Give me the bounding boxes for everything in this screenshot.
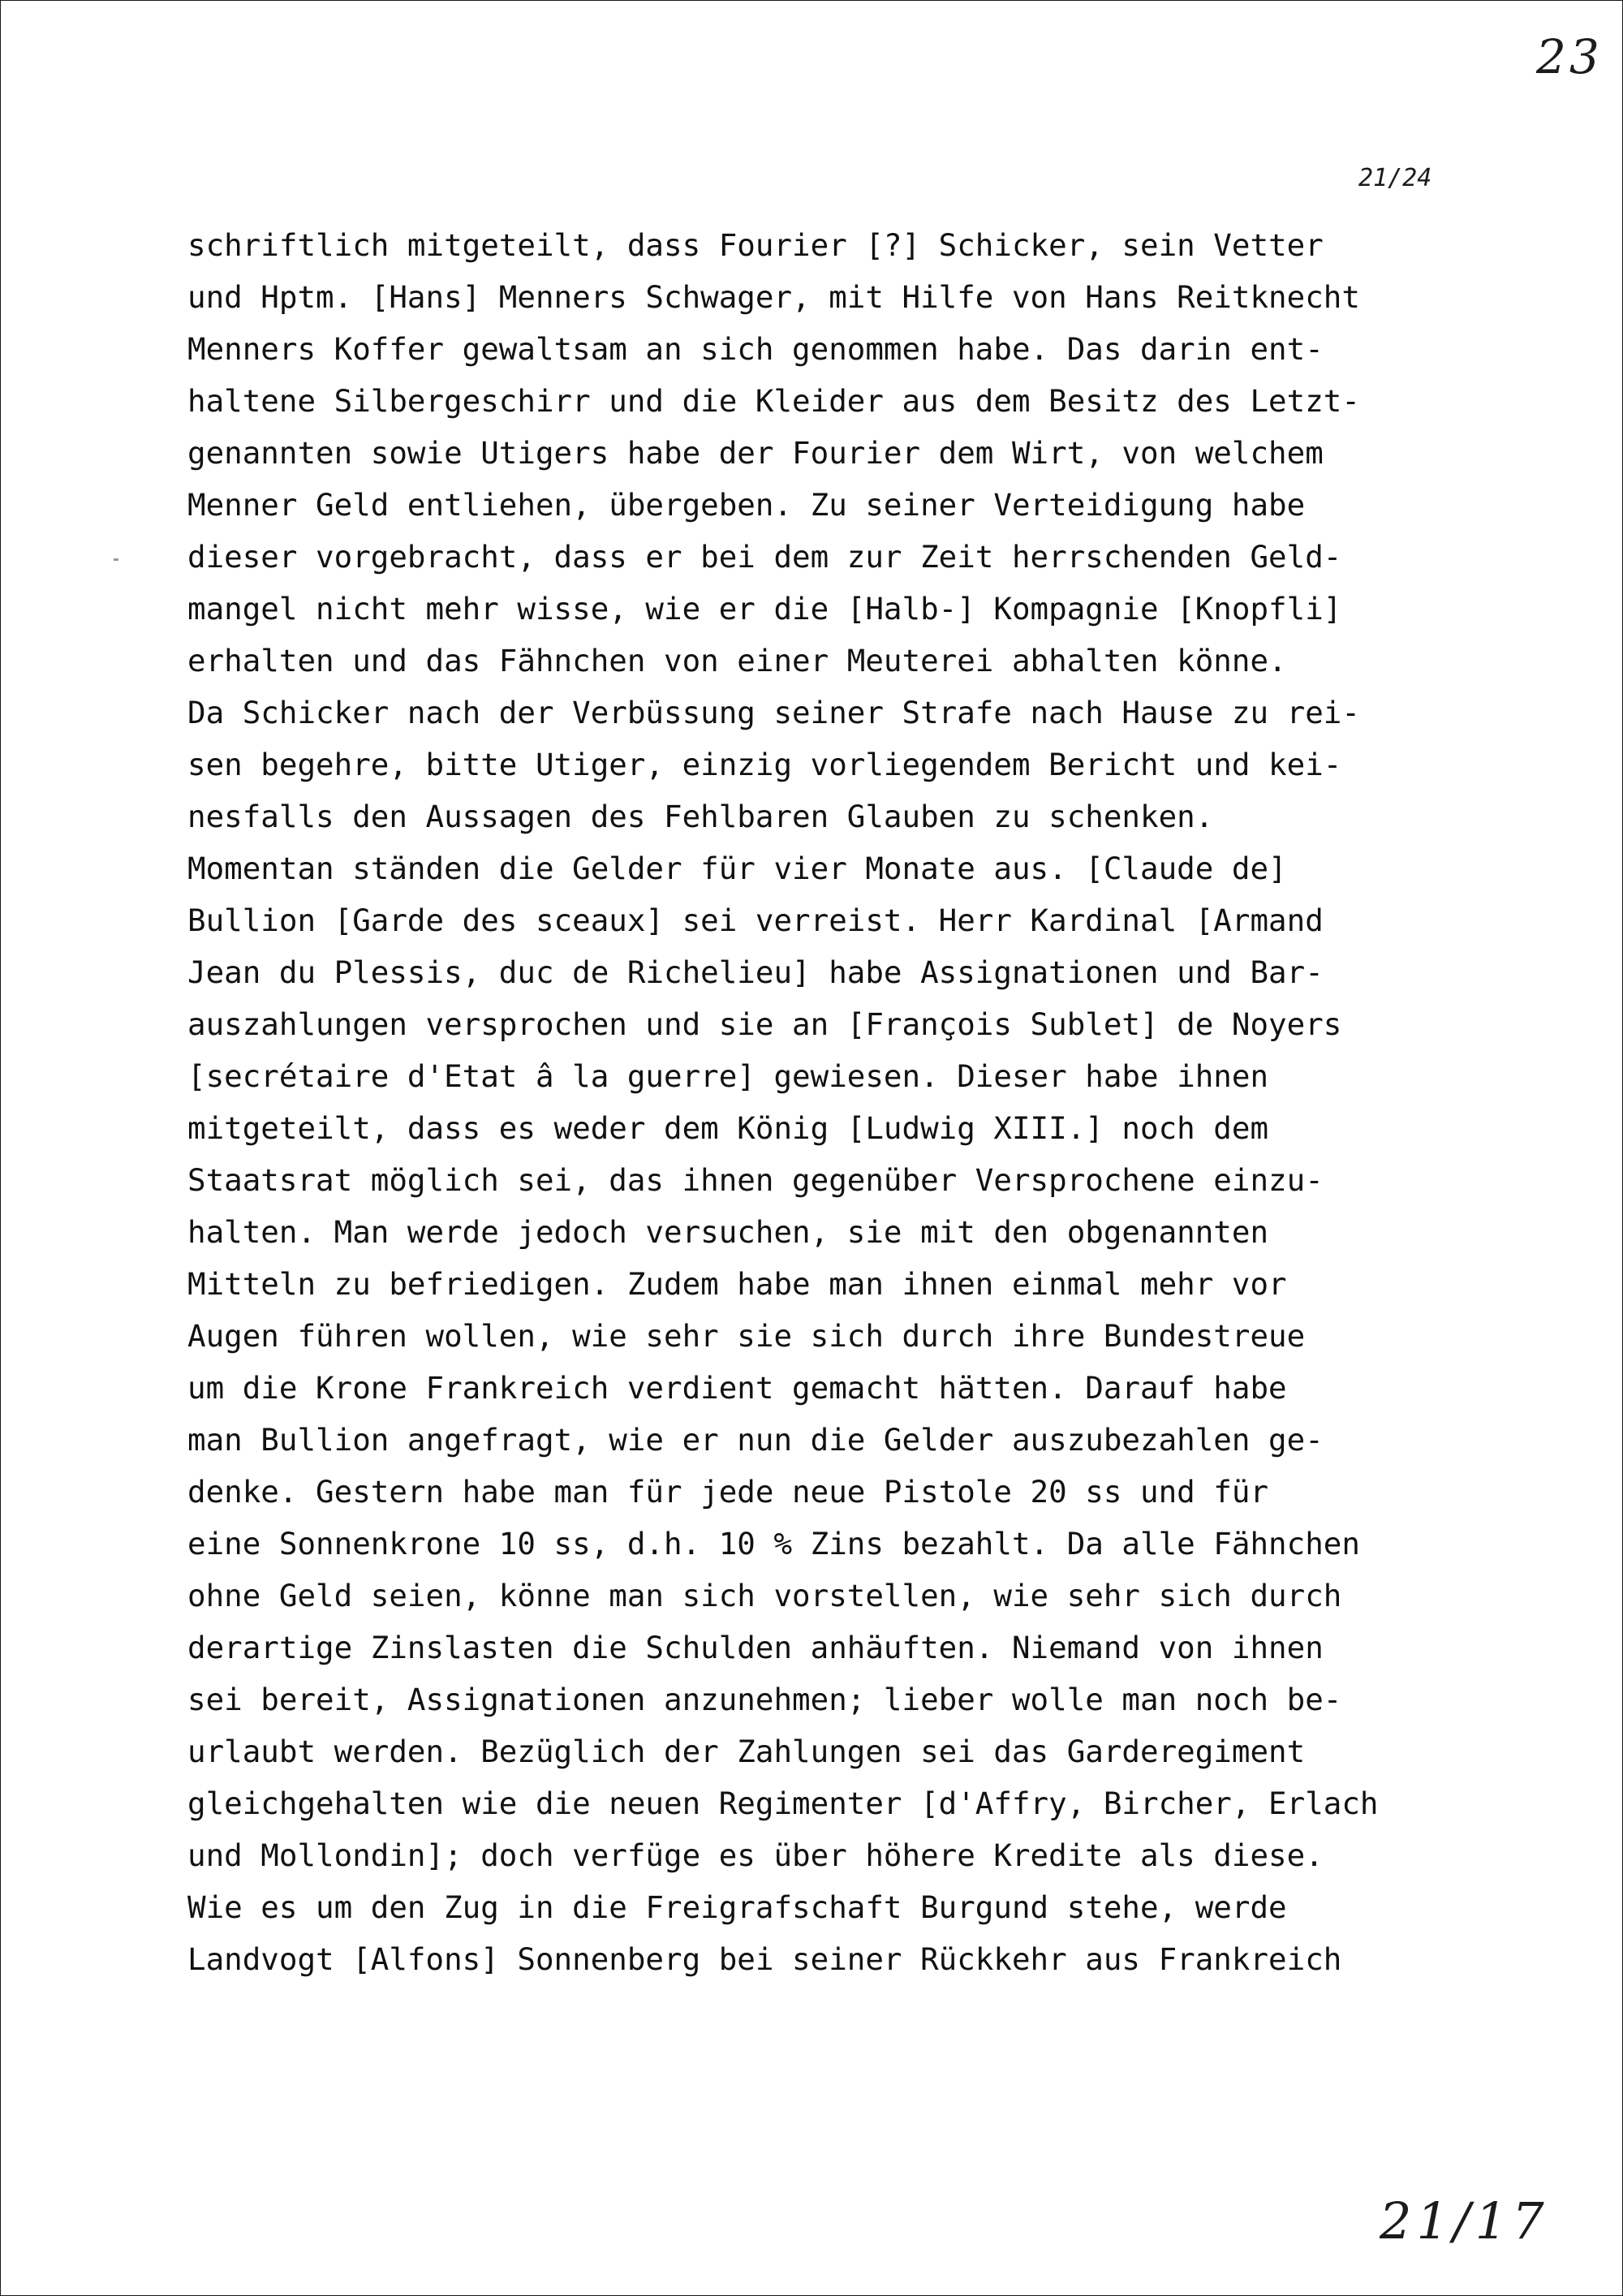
text-line: Jean du Plessis, duc de Richelieu] habe Assignationen und Bar- — [187, 954, 1324, 990]
text-line: Momentan ständen die Gelder für vier Monate aus. [Claude de] — [187, 851, 1287, 886]
handwritten-page-number: 23 — [1536, 29, 1603, 84]
text-line: sen begehre, bitte Utiger, einzig vorliegendem Bericht und kei- — [187, 747, 1342, 782]
text-line: und Hptm. [Hans] Menners Schwager, mit Hilfe von Hans Reitknecht — [187, 279, 1360, 315]
text-line: urlaubt werden. Bezüglich der Zahlungen sei das Garderegiment — [187, 1734, 1306, 1769]
text-line: sei bereit, Assignationen anzunehmen; lieber wolle man noch be- — [187, 1682, 1342, 1717]
text-line: ohne Geld seien, könne man sich vorstellen, wie sehr sich durch — [187, 1578, 1342, 1613]
text-line: mitgeteilt, dass es weder dem König [Ludwig XIII.] noch dem — [187, 1110, 1269, 1146]
text-line: Bullion [Garde des sceaux] sei verreist. Herr Kardinal [Armand — [187, 902, 1324, 938]
text-line: derartige Zinslasten die Schulden anhäuften. Niemand von ihnen — [187, 1630, 1324, 1665]
text-line: auszahlungen versprochen und sie an [François Sublet] de Noyers — [187, 1006, 1342, 1042]
text-line: mangel nicht mehr wisse, wie er die [Halb-] Kompagnie [Knopfli] — [187, 591, 1342, 627]
text-line: eine Sonnenkrone 10 ss, d.h. 10 % Zins bezahlt. Da alle Fähnchen — [187, 1526, 1360, 1562]
text-line: halten. Man werde jedoch versuchen, sie mit den obgenannten — [187, 1214, 1269, 1250]
text-line: [secrétaire d'Etat â la guerre] gewiesen. Dieser habe ihnen — [187, 1058, 1269, 1094]
handwritten-footer-number: 21/17 — [1380, 2191, 1549, 2251]
text-line: Staatsrat möglich sei, das ihnen gegenüber Versprochene einzu- — [187, 1162, 1324, 1198]
text-line: Wie es um den Zug in die Freigrafschaft Burgund stehe, werde — [187, 1889, 1287, 1925]
margin-mark — [114, 558, 118, 561]
text-line: schriftlich mitgeteilt, dass Fourier [?] Schicker, sein Vetter — [187, 227, 1324, 263]
text-line: und Mollondin]; doch verfüge es über höhere Kredite als diese. — [187, 1837, 1324, 1873]
text-line: haltene Silbergeschirr und die Kleider aus dem Besitz des Letzt- — [187, 383, 1360, 419]
text-line: Mitteln zu befriedigen. Zudem habe man ihnen einmal mehr vor — [187, 1266, 1287, 1302]
text-line: Menner Geld entliehen, übergeben. Zu seiner Verteidigung habe — [187, 487, 1306, 523]
text-line: Augen führen wollen, wie sehr sie sich durch ihre Bundestreue — [187, 1318, 1306, 1354]
text-line: genannten sowie Utigers habe der Fourier dem Wirt, von welchem — [187, 435, 1324, 471]
body-text — [187, 219, 1567, 1985]
text-line: nesfalls den Aussagen des Fehlbaren Glauben zu schenken. — [187, 799, 1214, 834]
typed-page-reference: 21/24 — [1358, 164, 1432, 192]
text-line: man Bullion angefragt, wie er nun die Gelder auszubezahlen ge- — [187, 1422, 1324, 1458]
text-line: erhalten und das Fähnchen von einer Meuterei abhalten könne. — [187, 643, 1287, 678]
text-line: gleichgehalten wie die neuen Regimenter [d'Affry, Bircher, Erlach — [187, 1786, 1379, 1821]
text-line: um die Krone Frankreich verdient gemacht hätten. Darauf habe — [187, 1370, 1287, 1406]
text-line: dieser vorgebracht, dass er bei dem zur Zeit herrschenden Geld- — [187, 539, 1342, 575]
text-line: Menners Koffer gewaltsam an sich genommen habe. Das darin ent- — [187, 331, 1324, 367]
text-line: Da Schicker nach der Verbüssung seiner Strafe nach Hause zu rei- — [187, 695, 1360, 730]
text-line: denke. Gestern habe man für jede neue Pistole 20 ss und für — [187, 1474, 1269, 1510]
text-line: Landvogt [Alfons] Sonnenberg bei seiner Rückkehr aus Frankreich — [187, 1941, 1342, 1977]
